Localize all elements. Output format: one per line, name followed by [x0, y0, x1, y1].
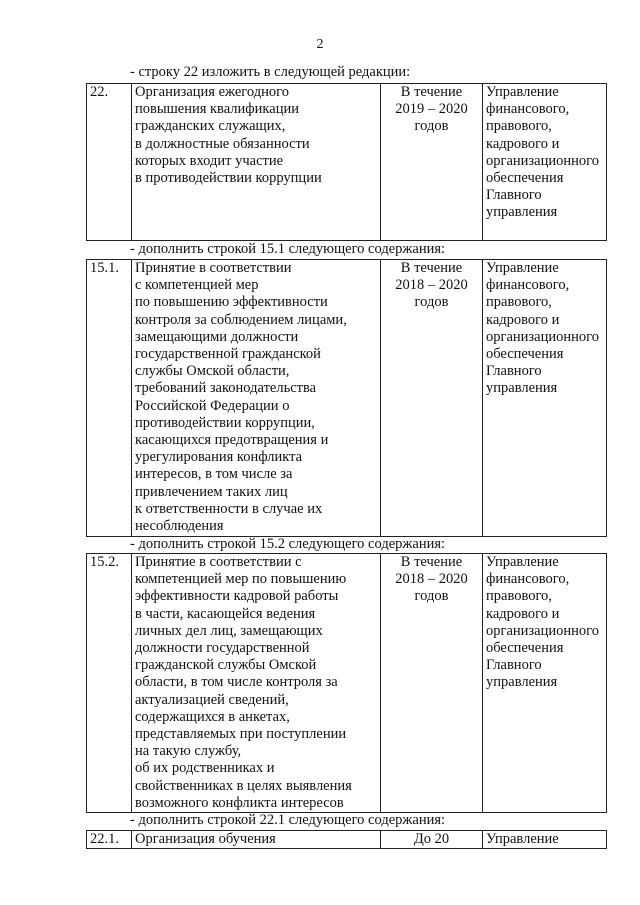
- row-number: 22.: [87, 84, 132, 241]
- row-responsible: Управление финансового, правового, кадрового и организационного обеспечения Главного управления: [483, 260, 607, 537]
- row-description: Принятие в соответствии с компетенцией мер по повышению эффективности контроля за соблюдением лицами, замещающими должности государственной гражданской службы Омской области, требований законодательства Российской Федерации о противодействии коррупции, касающихся предотвращения и урегулирования конфликта интересов, в том числе за привлечением таких лиц к ответственности в случае их несоблюдения: [132, 260, 381, 537]
- row-term: В течение 2019 – 2020 годов: [381, 84, 483, 241]
- row-term: До 20: [381, 831, 483, 849]
- row-description: Принятие в соответствии с компетенцией мер по повышению эффективности кадровой работы в части, касающейся ведения личных дел лиц, замещающих должности государственной гражданской службы Омской области, в том числе контроля за актуализацией сведений, содержащихся в анкетах, представляемых при поступлении на такую службу, об их родственниках и свойственниках в целях выявления возможного конфликта интересов: [132, 554, 381, 813]
- amendment-instruction: - дополнить строкой 15.2 следующего содержания:: [130, 536, 446, 552]
- page-number: 2: [316, 37, 324, 52]
- table-row-22: [86, 83, 607, 241]
- amendment-instruction: - дополнить строкой 15.1 следующего содержания:: [130, 241, 446, 257]
- table-row-15-2: [86, 553, 607, 813]
- row-description: Организация обучения: [132, 831, 381, 849]
- table-row-22-1: [86, 830, 607, 849]
- row-number: 15.2.: [87, 554, 132, 813]
- row-responsible: Управление финансового, правового, кадрового и организационного обеспечения Главного управления: [483, 84, 607, 241]
- amendment-instruction: - дополнить строкой 22.1 следующего содержания:: [130, 812, 446, 828]
- row-number: 22.1.: [87, 831, 132, 849]
- row-number: 15.1.: [87, 260, 132, 537]
- row-description: Организация ежегодного повышения квалификации гражданских служащих, в должностные обязанности которых входит участие в противодействии коррупции: [132, 84, 381, 241]
- row-responsible: Управление: [483, 831, 607, 849]
- row-term: В течение 2018 – 2020 годов: [381, 554, 483, 813]
- row-responsible: Управление финансового, правового, кадрового и организационного обеспечения Главного управления: [483, 554, 607, 813]
- amendment-instruction: - строку 22 изложить в следующей редакции:: [130, 64, 411, 80]
- row-term: В течение 2018 – 2020 годов: [381, 260, 483, 537]
- table-row-15-1: [86, 259, 607, 537]
